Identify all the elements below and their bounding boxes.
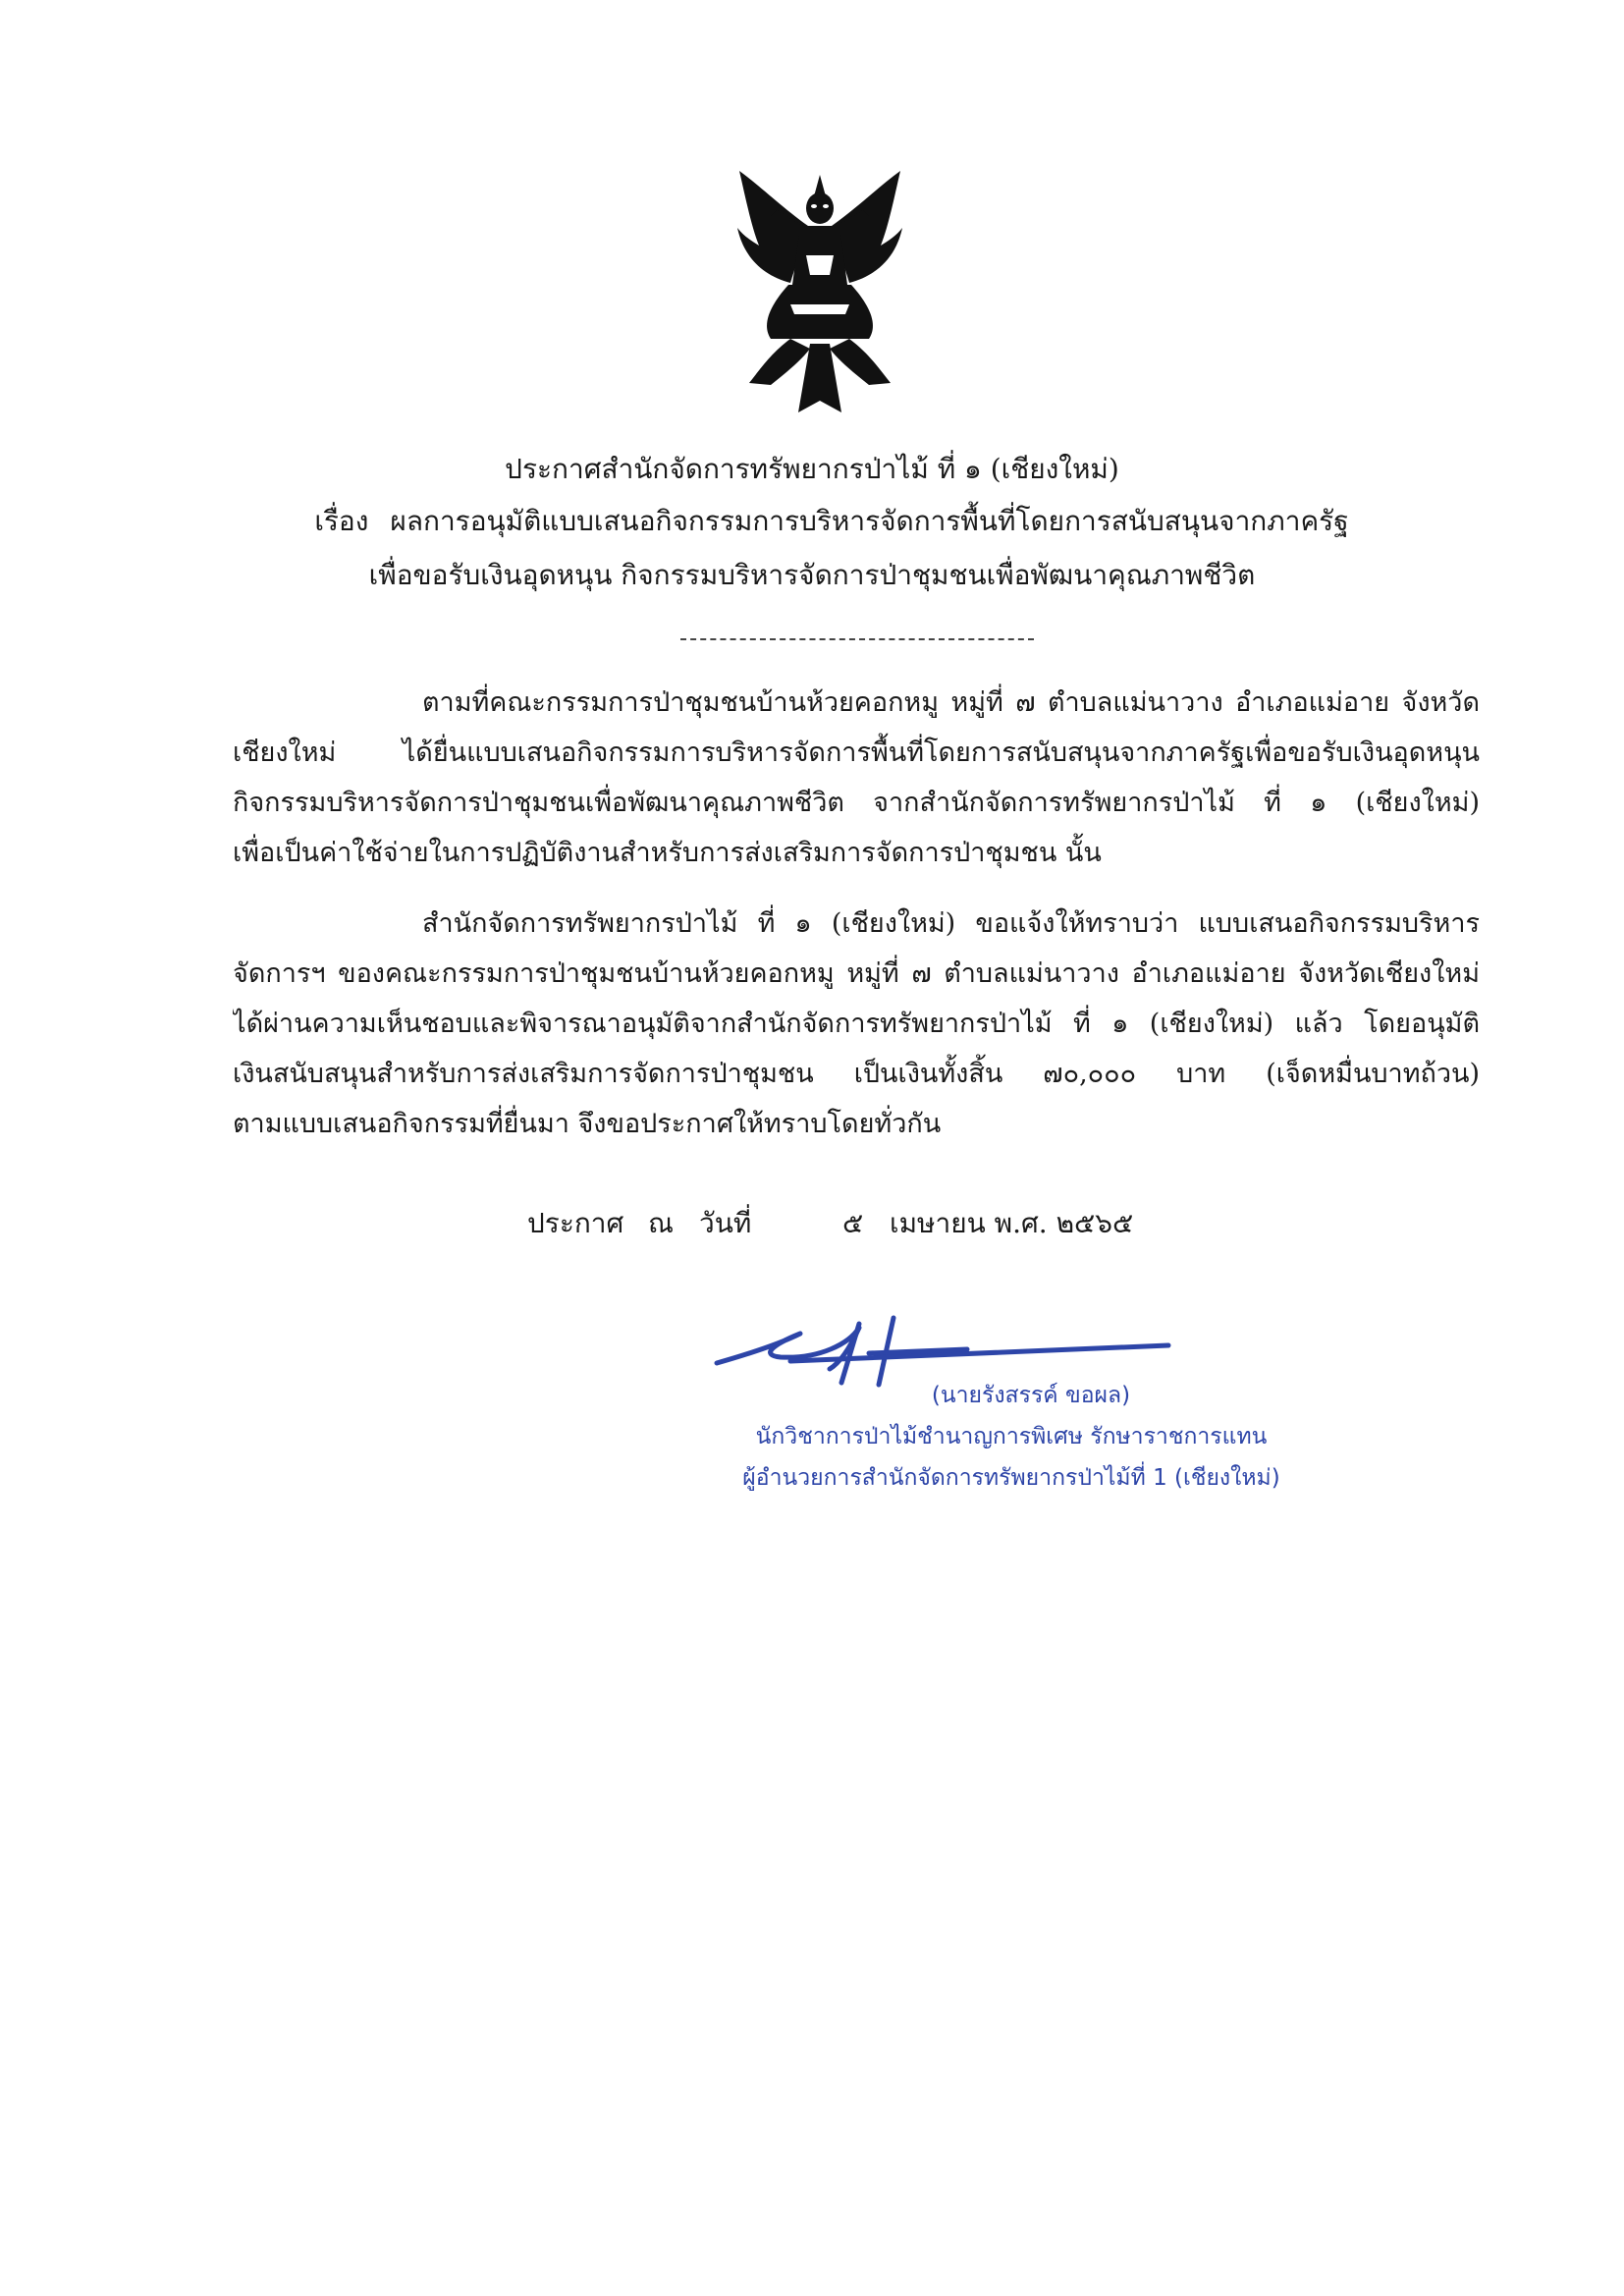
paragraph-line: สำนักจัดการทรัพยากรป่าไม้ ที่ ๑ (เชียงใหม่) ขอแจ้งให้ทราบว่า แบบเสนอกิจกรรมบริหาร [422, 908, 1480, 939]
paragraph-line: เพื่อเป็นค่าใช้จ่ายในการปฏิบัติงานสำหรับการส่งเสริมการจัดการป่าชุมชน นั้น [233, 838, 1102, 868]
subject-label: เรื่อง [314, 505, 369, 537]
paragraph-line: ได้ผ่านความเห็นชอบและพิจารณาอนุมัติจากสำนักจัดการทรัพยากรป่าไม้ ที่ ๑ (เชียงใหม่) แล้ว โดยอนุมัติ [233, 1009, 1480, 1039]
paragraph-1 [233, 678, 1480, 878]
paragraph-line: เงินสนับสนุนสำหรับการส่งเสริมการจัดการป่าชุมชน เป็นเงินทั้งสิ้น ๗๐,๐๐๐ บาท (เจ็ดหมื่นบาทถ้วน) [233, 1059, 1480, 1089]
paragraph-2 [233, 899, 1480, 1149]
paragraph-line: กิจกรรมบริหารจัดการป่าชุมชนเพื่อพัฒนาคุณภาพชีวิต จากสำนักจัดการทรัพยากรป่าไม้ ที่ ๑ (เชียงใหม่) [233, 788, 1480, 818]
signatory-name: (นายรังสรรค์ ขอผล) [931, 1383, 1131, 1408]
subject-line-1: ผลการอนุมัติแบบเสนอกิจกรรมการบริหารจัดการพื้นที่โดยการสนับสนุนจากภาครัฐ [390, 505, 1349, 537]
paragraph-line: ตามแบบเสนอกิจกรรมที่ยื่นมา จึงขอประกาศให้ทราบโดยทั่วกัน [233, 1109, 942, 1139]
announcement-subject [0, 496, 1624, 547]
dateline-announce: ประกาศ [527, 1207, 624, 1239]
garuda-emblem-icon [731, 167, 908, 422]
dateline-day-label: วันที่ [699, 1207, 752, 1239]
signatory-acting-for: ผู้อำนวยการสำนักจัดการทรัพยากรป่าไม้ที่ 1 (เชียงใหม่) [742, 1465, 1280, 1491]
signature-block [677, 1375, 1345, 1499]
dateline-day: ๕ [842, 1207, 864, 1239]
paragraph-line: ตามที่คณะกรรมการป่าชุมชนบ้านห้วยคอกหมู หมู่ที่ ๗ ตำบลแม่นาวาง อำเภอแม่อาย จังหวัด [422, 687, 1480, 718]
paragraph-line: จัดการฯ ของคณะกรรมการป่าชุมชนบ้านห้วยคอกหมู หมู่ที่ ๗ ตำบลแม่นาวาง อำเภอแม่อาย จังหวัดเชียงใหม่ [233, 958, 1480, 989]
signatory-position: นักวิชาการป่าไม้ชำนาญการพิเศษ รักษาราชการแทน [755, 1424, 1268, 1449]
subject-line-2: เพื่อขอรับเงินอุดหนุน กิจกรรมบริหารจัดการป่าชุมชนเพื่อพัฒนาคุณภาพชีวิต [368, 559, 1256, 591]
dateline-month-year: เมษายน พ.ศ. ๒๕๖๕ [890, 1207, 1134, 1239]
divider [680, 638, 1034, 640]
paragraph-line: เชียงใหม่ ได้ยื่นแบบเสนอกิจกรรมการบริหารจัดการพื้นที่โดยการสนับสนุนจากภาครัฐเพื่อขอรับเงินอุดหนุน [233, 738, 1480, 768]
dateline-at: ณ [648, 1207, 674, 1239]
announcement-title: ประกาศสำนักจัดการทรัพยากรป่าไม้ ที่ ๑ (เชียงใหม่) [505, 453, 1119, 485]
